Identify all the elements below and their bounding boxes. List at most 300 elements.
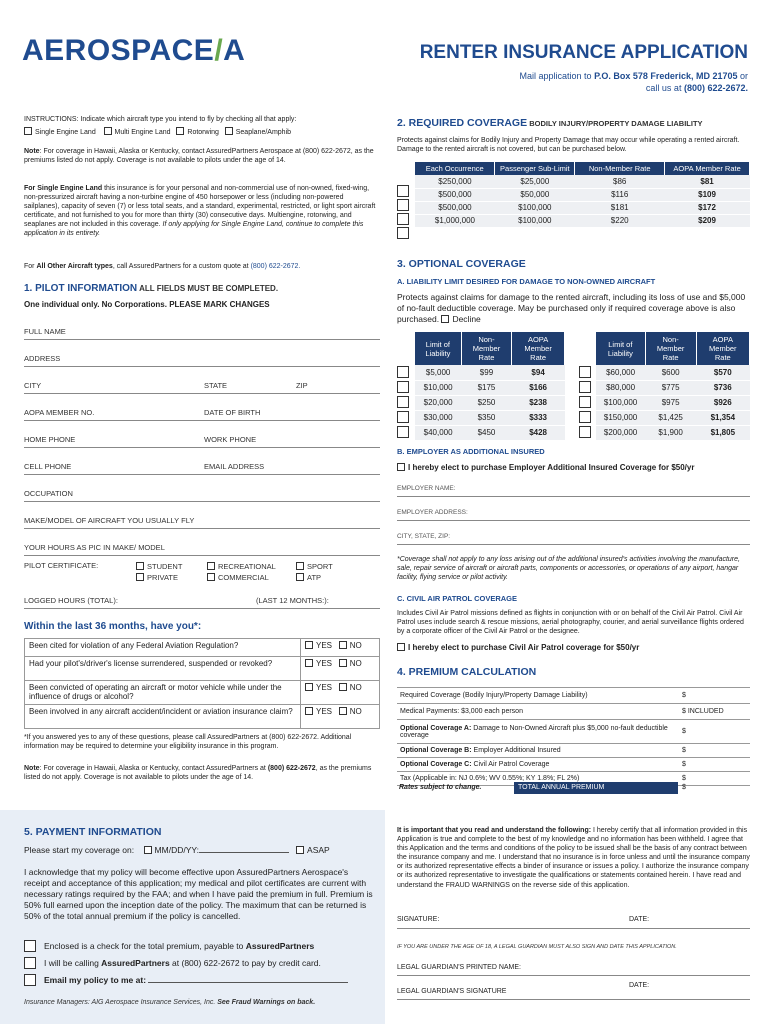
opt1-pre: Enclosed is a check for the total premium, payable to bbox=[44, 941, 246, 951]
cell: $181 bbox=[575, 201, 665, 214]
table-row bbox=[415, 410, 565, 425]
acknowledgement: I acknowledge that my policy will become effective upon AssuredPartners Aerospace's receipt and acceptance of this application; my medical and pilot certificates are current with necessary ratings required by the FAA; and when I have paid the premium in full. Premium is 50% full earned upon the inception date of the policy. The maximum that can be returned is 50% of the total annual premium if the policy is cancelled. bbox=[24, 867, 373, 922]
question-row bbox=[25, 639, 380, 657]
note2-bold: Note bbox=[24, 765, 40, 772]
cell: $116 bbox=[575, 188, 665, 201]
checkbox[interactable] bbox=[397, 366, 409, 378]
cell: $600 bbox=[645, 365, 696, 380]
type-label: Rotorwing bbox=[187, 129, 219, 137]
cell: $30,000 bbox=[415, 410, 461, 425]
s3a-right-checkboxes bbox=[579, 366, 591, 438]
hours-field[interactable] bbox=[24, 543, 380, 556]
total-premium-value[interactable]: $ bbox=[682, 784, 686, 791]
total-premium-label: TOTAL ANNUAL PREMIUM bbox=[514, 782, 678, 794]
aopa-row bbox=[24, 408, 380, 421]
table-row bbox=[596, 380, 750, 395]
premium-value[interactable]: $ bbox=[679, 688, 750, 704]
note-text: : For coverage in Hawaii, Alaska or Kentucky, contact AssuredPartners Aerospace at (800) 622-2672, as the premiums listed do not apply. Coverage is not available to pilots under the age of 14. bbox=[24, 148, 374, 165]
checkbox[interactable] bbox=[24, 974, 36, 986]
footer-bold: See Fraud Warnings on back. bbox=[217, 999, 316, 1006]
cell: $350 bbox=[461, 410, 511, 425]
footer-pre: Insurance Managers: AIG Aerospace Insurance Services, Inc. bbox=[24, 999, 218, 1006]
cert-commercial[interactable] bbox=[207, 572, 276, 583]
logged-row bbox=[24, 596, 380, 609]
checkbox[interactable] bbox=[397, 381, 409, 393]
premium-value[interactable]: $ bbox=[679, 772, 750, 786]
cell: $94 bbox=[512, 365, 565, 380]
cell: $975 bbox=[645, 395, 696, 410]
table-row bbox=[596, 365, 750, 380]
cell: $100,000 bbox=[495, 201, 575, 214]
under18-note: IF YOU ARE UNDER THE AGE OF 18, A LEGAL GUARDIAN MUST ALSO SIGN AND DATE THIS APPLICATION. bbox=[397, 944, 677, 950]
premium-row bbox=[397, 758, 750, 772]
cell: $166 bbox=[512, 380, 565, 395]
no-label: NO bbox=[349, 659, 362, 668]
col-header: AOPA Member Rate bbox=[512, 332, 565, 365]
s3a-left-checkboxes bbox=[397, 366, 409, 438]
s2-title-sub: BODILY INJURY/PROPERTY DAMAGE LIABILITY bbox=[527, 119, 703, 128]
cell: $238 bbox=[512, 395, 565, 410]
instructions bbox=[24, 115, 379, 137]
question-note: *If you answered yes to any of these questions, please call AssuredPartners at (800) 622-2672. Additional information may be required to determine your eligibility insurance in this program. bbox=[24, 734, 352, 751]
cell: $50,000 bbox=[495, 188, 575, 201]
premium-bold: Optional Coverage B: bbox=[400, 747, 472, 754]
no-label: NO bbox=[349, 707, 362, 716]
cell: $172 bbox=[665, 201, 750, 214]
employer-city-field[interactable] bbox=[397, 533, 750, 545]
cert-label: PILOT CERTIFICATE: bbox=[24, 561, 99, 570]
payment-options bbox=[24, 940, 374, 991]
s3b-option[interactable] bbox=[397, 463, 694, 472]
signature-field[interactable] bbox=[397, 916, 750, 929]
cert-private[interactable] bbox=[136, 572, 182, 583]
s3a-desc bbox=[397, 292, 747, 325]
logo bbox=[22, 34, 245, 68]
section-1-title bbox=[24, 283, 278, 294]
table-row bbox=[415, 380, 565, 395]
cell: $250 bbox=[461, 395, 511, 410]
cell: $570 bbox=[696, 365, 749, 380]
yes-option[interactable] bbox=[305, 659, 332, 668]
emp-name-label: EMPLOYER NAME: bbox=[397, 485, 456, 492]
state-field[interactable]: STATE bbox=[204, 381, 228, 390]
checkbox[interactable] bbox=[397, 199, 409, 211]
emp-city-label: CITY, STATE, ZIP: bbox=[397, 533, 451, 540]
guardian-sig-field[interactable] bbox=[397, 982, 750, 1000]
answer-cell bbox=[301, 657, 380, 681]
premium-row bbox=[397, 720, 750, 744]
cell: $775 bbox=[645, 380, 696, 395]
guardian-sig-label: LEGAL GUARDIAN'S SIGNATURE bbox=[397, 988, 507, 995]
cert-col2 bbox=[207, 561, 276, 583]
cert-opt: PRIVATE bbox=[147, 573, 178, 582]
type-mel[interactable] bbox=[104, 129, 171, 136]
s3b-note: *Coverage shall not apply to any loss arising out of the additional insured's activities involving the manufacture, sale, repair service of aircraft or aircraft parts, components or accessories, or operations of any airport, hangar facility, flying service or pilot activity. bbox=[397, 556, 740, 582]
table-row bbox=[415, 201, 750, 214]
page-title: RENTER INSURANCE APPLICATION bbox=[419, 42, 748, 63]
no-option[interactable] bbox=[339, 641, 362, 650]
premium-value[interactable]: $ bbox=[679, 758, 750, 772]
start-label: Please start my coverage on: bbox=[24, 845, 135, 855]
mail-pre: Mail application to bbox=[519, 71, 595, 81]
cell: $109 bbox=[665, 188, 750, 201]
premium-value: $ INCLUDED bbox=[679, 704, 750, 720]
asap-option[interactable] bbox=[296, 845, 330, 855]
col-header: Non-Member Rate bbox=[461, 332, 511, 365]
premium-value[interactable]: $ bbox=[679, 720, 750, 744]
address-label: ADDRESS bbox=[24, 354, 61, 363]
type-seaplane[interactable] bbox=[225, 129, 291, 136]
yes-option[interactable] bbox=[305, 641, 332, 650]
cell: $81 bbox=[665, 175, 750, 188]
cell: $250,000 bbox=[415, 175, 495, 188]
asap-label: ASAP bbox=[307, 845, 330, 855]
opt3-label: Email my policy to me at: bbox=[44, 975, 147, 985]
checkbox[interactable] bbox=[144, 846, 152, 854]
cell: $100,000 bbox=[596, 395, 645, 410]
question-row bbox=[25, 705, 380, 729]
opt2-pre: I will be calling bbox=[44, 958, 102, 968]
q36-title: Within the last 36 months, have you*: bbox=[24, 621, 202, 632]
checkbox[interactable] bbox=[305, 641, 313, 649]
col-header: Limit of Liability bbox=[415, 332, 461, 365]
start-date-option[interactable] bbox=[144, 845, 289, 855]
email-line[interactable] bbox=[148, 982, 348, 983]
premium-table bbox=[397, 687, 750, 786]
other-aircraft bbox=[24, 262, 376, 271]
section-2-title bbox=[397, 117, 703, 129]
checkbox[interactable] bbox=[225, 127, 233, 135]
cell: $60,000 bbox=[596, 365, 645, 380]
make-model-field[interactable] bbox=[24, 516, 380, 529]
decline-label: Decline bbox=[452, 314, 481, 325]
certification-text bbox=[397, 826, 750, 890]
logged-hours-field[interactable]: LOGGED HOURS (TOTAL): bbox=[24, 596, 118, 605]
checkbox[interactable] bbox=[579, 366, 591, 378]
type-label: Single Engine Land bbox=[35, 129, 96, 137]
s1-title-sub: ALL FIELDS MUST BE COMPLETED. bbox=[137, 284, 279, 293]
cert-opt: ATP bbox=[307, 573, 322, 582]
cell: $40,000 bbox=[415, 425, 461, 440]
checkbox[interactable] bbox=[397, 396, 409, 408]
sel-info bbox=[24, 184, 376, 239]
guardian-name-field[interactable] bbox=[397, 964, 750, 976]
premium-row bbox=[397, 704, 750, 720]
yes-label: YES bbox=[316, 707, 333, 716]
cert-student[interactable] bbox=[136, 561, 182, 572]
cert-body: I hereby certify that all information provided in this Application is true and complete to the best of my knowledge and no information has been withheld. I agree that this Application and the terms and conditions of the policy to be issued shall be the basis of any contract between the insurance company and me. I understand that no insurance is in force unless and until the insurance company or its authorized representative effects a binder of insurance or issues a policy. I authorize the insurance company or its authorized representative to investigate the qualifications or statements contained herein. I have read and understand the FRAUD WARNINGS on the reverse side of this application. bbox=[397, 827, 750, 889]
table-header bbox=[415, 162, 750, 175]
other-phone[interactable]: (800) 622-2672. bbox=[250, 263, 301, 270]
date2-label: DATE: bbox=[629, 982, 650, 989]
cell: $1,425 bbox=[645, 410, 696, 425]
premium-label: Civil Air Patrol Coverage bbox=[471, 761, 550, 768]
cert-opt: STUDENT bbox=[147, 562, 183, 571]
s3b-text: I hereby elect to purchase Employer Additional Insured Coverage for $50/yr bbox=[408, 463, 695, 472]
s1-title: 1. PILOT INFORMATION bbox=[24, 283, 138, 294]
cell: $333 bbox=[512, 410, 565, 425]
table-row bbox=[596, 410, 750, 425]
occupation-label: OCCUPATION bbox=[24, 489, 73, 498]
last12-field[interactable]: (LAST 12 MONTHS:): bbox=[256, 596, 329, 605]
checkbox[interactable] bbox=[136, 562, 144, 570]
cell: $20,000 bbox=[415, 395, 461, 410]
s3c-text: I hereby elect to purchase Civil Air Patrol coverage for $50/yr bbox=[408, 643, 640, 652]
checkbox[interactable] bbox=[579, 426, 591, 438]
cell: $99 bbox=[461, 365, 511, 380]
checkbox[interactable] bbox=[339, 659, 347, 667]
cert-bold: It is important that you read and understand the following: bbox=[397, 827, 592, 834]
occupation-field[interactable] bbox=[24, 489, 380, 502]
checkbox[interactable] bbox=[24, 940, 36, 952]
cert-recreational[interactable] bbox=[207, 561, 276, 572]
cert-opt: RECREATIONAL bbox=[218, 562, 276, 571]
mmdd-label: MM/DD/YY: bbox=[154, 845, 199, 855]
question-text: Been cited for violation of any Federal Aviation Regulation? bbox=[25, 639, 301, 657]
checkbox[interactable] bbox=[305, 707, 313, 715]
checkbox[interactable] bbox=[397, 227, 409, 239]
full-name-field[interactable] bbox=[24, 327, 380, 340]
checkbox[interactable] bbox=[397, 213, 409, 225]
other-pre: For bbox=[24, 263, 37, 270]
mail-address: P.O. Box 578 Frederick, MD 21705 bbox=[594, 71, 738, 81]
checkbox[interactable] bbox=[579, 411, 591, 423]
employer-name-field[interactable] bbox=[397, 485, 750, 497]
premium-row bbox=[397, 744, 750, 758]
s3a-desc-text: Protects against claims for damage to the rented aircraft, including its loss of use and $5,000 of no-fault deductible coverage. May be purchased only if required coverage above is also purchased. bbox=[397, 292, 746, 325]
mail-info bbox=[520, 70, 748, 94]
s3b-title: B. EMPLOYER AS ADDITIONAL INSURED bbox=[397, 447, 545, 456]
city-field[interactable]: CITY bbox=[24, 381, 42, 390]
employer-address-field[interactable] bbox=[397, 509, 750, 521]
table-header bbox=[415, 332, 565, 365]
checkbox[interactable] bbox=[579, 396, 591, 408]
address-field[interactable] bbox=[24, 354, 380, 367]
answer-cell bbox=[301, 705, 380, 729]
make-label: MAKE/MODEL OF AIRCRAFT YOU USUALLY FLY bbox=[24, 516, 195, 525]
checkbox[interactable] bbox=[296, 562, 304, 570]
opt2-bold: AssuredPartners bbox=[101, 958, 170, 968]
premium-label: Tax (Applicable in: NJ 0.6%; WV 0.55%; KY 1.8%; FL 2%) bbox=[397, 772, 679, 786]
no-option[interactable] bbox=[339, 659, 362, 668]
section-5-title: 5. PAYMENT INFORMATION bbox=[24, 826, 162, 838]
table-row bbox=[596, 425, 750, 440]
cert-atp[interactable] bbox=[296, 572, 333, 583]
checkbox[interactable] bbox=[397, 411, 409, 423]
question-row bbox=[25, 657, 380, 681]
date-line[interactable] bbox=[199, 852, 289, 853]
type-label: Multi Engine Land bbox=[114, 129, 171, 137]
yes-label: YES bbox=[316, 641, 333, 650]
checkbox[interactable] bbox=[339, 641, 347, 649]
required-coverage-table bbox=[415, 162, 750, 228]
table-row bbox=[415, 395, 565, 410]
checkbox[interactable] bbox=[441, 315, 449, 323]
cell: $150,000 bbox=[596, 410, 645, 425]
work-phone-field[interactable]: WORK PHONE bbox=[204, 435, 257, 444]
checkbox[interactable] bbox=[136, 573, 144, 581]
s3c-title: C. CIVIL AIR PATROL COVERAGE bbox=[397, 594, 518, 603]
sel-text: this insurance is for your personal and non-commercial use of non-owned, fixed-wing, non-pressurized aircraft having a non-turbine engine of 450 horsepower or less (including non-powered sailplanes), capacity of seven (7) or less total seats, and a standard, experimental, restricted, or light sport aircraft certificate, and not furnished to you for more than thirty (30) consecutive days. Multiengine, rotorwing, and seaplanes are not included in this coverage. bbox=[24, 185, 376, 229]
premium-value[interactable]: $ bbox=[679, 744, 750, 758]
sel-bold: For Single Engine Land bbox=[24, 185, 103, 192]
q36-table bbox=[24, 638, 380, 729]
decline-option[interactable] bbox=[441, 314, 480, 324]
note-2 bbox=[24, 764, 380, 782]
col-header: AOPA Member Rate bbox=[665, 162, 750, 175]
home-phone-field[interactable]: HOME PHONE bbox=[24, 435, 76, 444]
note2-phone: (800) 622-2672 bbox=[267, 765, 316, 772]
payment-card-option[interactable] bbox=[24, 957, 374, 974]
checkbox[interactable] bbox=[296, 846, 304, 854]
opt1-bold: AssuredPartners bbox=[245, 941, 315, 951]
col-header: Non-Member Rate bbox=[575, 162, 665, 175]
rates-note: Rates subject to change. bbox=[399, 784, 482, 791]
no-label: NO bbox=[349, 641, 362, 650]
yes-option[interactable] bbox=[305, 683, 332, 692]
checkbox[interactable] bbox=[305, 659, 313, 667]
note2-text2: , as the premiums listed do not apply. Coverage is not available to pilots under the age of 14. bbox=[24, 765, 372, 782]
table-row bbox=[596, 395, 750, 410]
note-bold: Note bbox=[24, 148, 40, 155]
cell: $100,000 bbox=[495, 214, 575, 227]
other-mid: , call AssuredPartners for a custom quote at bbox=[112, 263, 251, 270]
cert-col3 bbox=[296, 561, 333, 583]
cell: $1,354 bbox=[696, 410, 749, 425]
question-text: Had your pilot's/driver's license surrendered, suspended or revoked? bbox=[25, 657, 301, 681]
dob-field[interactable]: DATE OF BIRTH bbox=[204, 408, 261, 417]
answer-cell bbox=[301, 639, 380, 657]
s1-subtitle: One individual only. No Corporations. PLEASE MARK CHANGES bbox=[24, 300, 270, 309]
cell: $1,000,000 bbox=[415, 214, 495, 227]
checkbox[interactable] bbox=[579, 381, 591, 393]
yes-label: YES bbox=[316, 683, 333, 692]
coverage-start bbox=[24, 845, 374, 855]
logo-mark: A bbox=[223, 34, 246, 67]
note2-text: : For coverage in Hawaii, Alaska or Kentucky, contact AssuredPartners at bbox=[39, 765, 268, 772]
premium-label: Required Coverage (Bodily Injury/Property Damage Liability) bbox=[397, 688, 679, 704]
premium-label: Medical Payments: $3,000 each person bbox=[397, 704, 679, 720]
checkbox[interactable] bbox=[339, 707, 347, 715]
checkbox[interactable] bbox=[397, 463, 405, 471]
table-row bbox=[415, 214, 750, 227]
answer-cell bbox=[301, 681, 380, 705]
checkbox[interactable] bbox=[207, 562, 215, 570]
cell: $736 bbox=[696, 380, 749, 395]
checkbox[interactable] bbox=[24, 127, 32, 135]
cell: $200,000 bbox=[596, 425, 645, 440]
col-header: Passenger Sub-Limit bbox=[495, 162, 575, 175]
email-policy-option[interactable] bbox=[24, 974, 374, 991]
email-field[interactable]: EMAIL ADDRESS bbox=[204, 462, 265, 471]
other-bold: All Other Aircraft types bbox=[36, 263, 113, 270]
col-header: AOPA Member Rate bbox=[696, 332, 749, 365]
cell: $175 bbox=[461, 380, 511, 395]
table-row bbox=[415, 188, 750, 201]
s3c-desc: Includes Civil Air Patrol missions defined as flights in conjunction with or on behalf of the Civil Air Patrol. Civil Air Patrol uses include search & rescue missions, aerial photography, courier, and aerial surveillance flights ordered by a corporate officer of the Civil Air Patrol or the designee. bbox=[397, 610, 744, 636]
opt2-post: at (800) 622-2672 to pay by credit card. bbox=[169, 958, 321, 968]
note-1 bbox=[24, 147, 376, 165]
guardian-name-label: LEGAL GUARDIAN'S PRINTED NAME: bbox=[397, 964, 521, 971]
yes-label: YES bbox=[316, 659, 333, 668]
type-sel[interactable] bbox=[24, 129, 96, 136]
question-row bbox=[25, 681, 380, 705]
cell: $220 bbox=[575, 214, 665, 227]
checkbox[interactable] bbox=[104, 127, 112, 135]
checkbox[interactable] bbox=[397, 426, 409, 438]
zip-field[interactable]: ZIP bbox=[296, 381, 308, 390]
cell: $926 bbox=[696, 395, 749, 410]
s3a-title: A. LIABILITY LIMIT DESIRED FOR DAMAGE TO NON-OWNED AIRCRAFT bbox=[397, 277, 656, 286]
section-3-title: 3. OPTIONAL COVERAGE bbox=[397, 258, 526, 270]
col-header: Each Occurrence bbox=[415, 162, 495, 175]
checkbox[interactable] bbox=[397, 185, 409, 197]
premium-bold: Optional Coverage C: bbox=[400, 761, 472, 768]
s3c-option[interactable] bbox=[397, 643, 639, 652]
premium-bold: Optional Coverage A: bbox=[400, 724, 472, 732]
s2-desc: Protects against claims for Bodily Injury and Property Damage that may occur while operating a rented aircraft. Damage to the rented aircraft is not covered, but can be purchased below. bbox=[397, 137, 740, 154]
full-name-label: FULL NAME bbox=[24, 327, 66, 336]
checkbox[interactable] bbox=[207, 573, 215, 581]
s2-title: 2. REQUIRED COVERAGE bbox=[397, 117, 528, 129]
call-pre: call us at bbox=[645, 83, 684, 94]
cert-opt: SPORT bbox=[307, 562, 333, 571]
cell: $500,000 bbox=[415, 188, 495, 201]
cell: $80,000 bbox=[596, 380, 645, 395]
no-option[interactable] bbox=[339, 707, 362, 716]
mail-post: or bbox=[737, 71, 748, 81]
logo-slash: / bbox=[214, 34, 224, 67]
checkbox[interactable] bbox=[397, 643, 405, 651]
yes-option[interactable] bbox=[305, 707, 332, 716]
aircraft-types bbox=[24, 127, 379, 137]
checkbox[interactable] bbox=[339, 683, 347, 691]
checkbox[interactable] bbox=[24, 957, 36, 969]
premium-label: Employer Additional Insured bbox=[471, 747, 561, 754]
optional-a-table-left bbox=[415, 332, 565, 441]
cert-sport[interactable] bbox=[296, 561, 333, 572]
phone-row bbox=[24, 435, 380, 448]
table-header bbox=[596, 332, 750, 365]
checkbox[interactable] bbox=[305, 683, 313, 691]
table-row bbox=[415, 425, 565, 440]
payment-check-option[interactable] bbox=[24, 940, 374, 957]
col-header: Non-Member Rate bbox=[645, 332, 696, 365]
cell: $86 bbox=[575, 175, 665, 188]
type-rotor[interactable] bbox=[176, 129, 219, 136]
cell-row bbox=[24, 462, 380, 475]
aopa-field[interactable]: AOPA MEMBER NO. bbox=[24, 408, 95, 417]
checkbox[interactable] bbox=[176, 127, 184, 135]
no-option[interactable] bbox=[339, 683, 362, 692]
type-label: Seaplane/Amphib bbox=[235, 129, 292, 137]
section-4-title: 4. PREMIUM CALCULATION bbox=[397, 666, 537, 678]
checkbox[interactable] bbox=[296, 573, 304, 581]
cell: $5,000 bbox=[415, 365, 461, 380]
footer bbox=[24, 999, 315, 1006]
col-header: Limit of Liability bbox=[596, 332, 645, 365]
cell: $25,000 bbox=[495, 175, 575, 188]
cell: $450 bbox=[461, 425, 511, 440]
date-label: DATE: bbox=[629, 916, 650, 923]
optional-a-table-right bbox=[596, 332, 750, 441]
question-text: Been involved in any aircraft accident/incident or aviation insurance claim? bbox=[25, 705, 301, 729]
city-row bbox=[24, 381, 380, 394]
instructions-text: INSTRUCTIONS: Indicate which aircraft type you intend to fly by checking all that apply: bbox=[24, 116, 297, 123]
logo-text: AEROSPACE bbox=[22, 34, 215, 67]
emp-addr-label: EMPLOYER ADDRESS: bbox=[397, 509, 468, 516]
cell-phone-field[interactable]: CELL PHONE bbox=[24, 462, 72, 471]
